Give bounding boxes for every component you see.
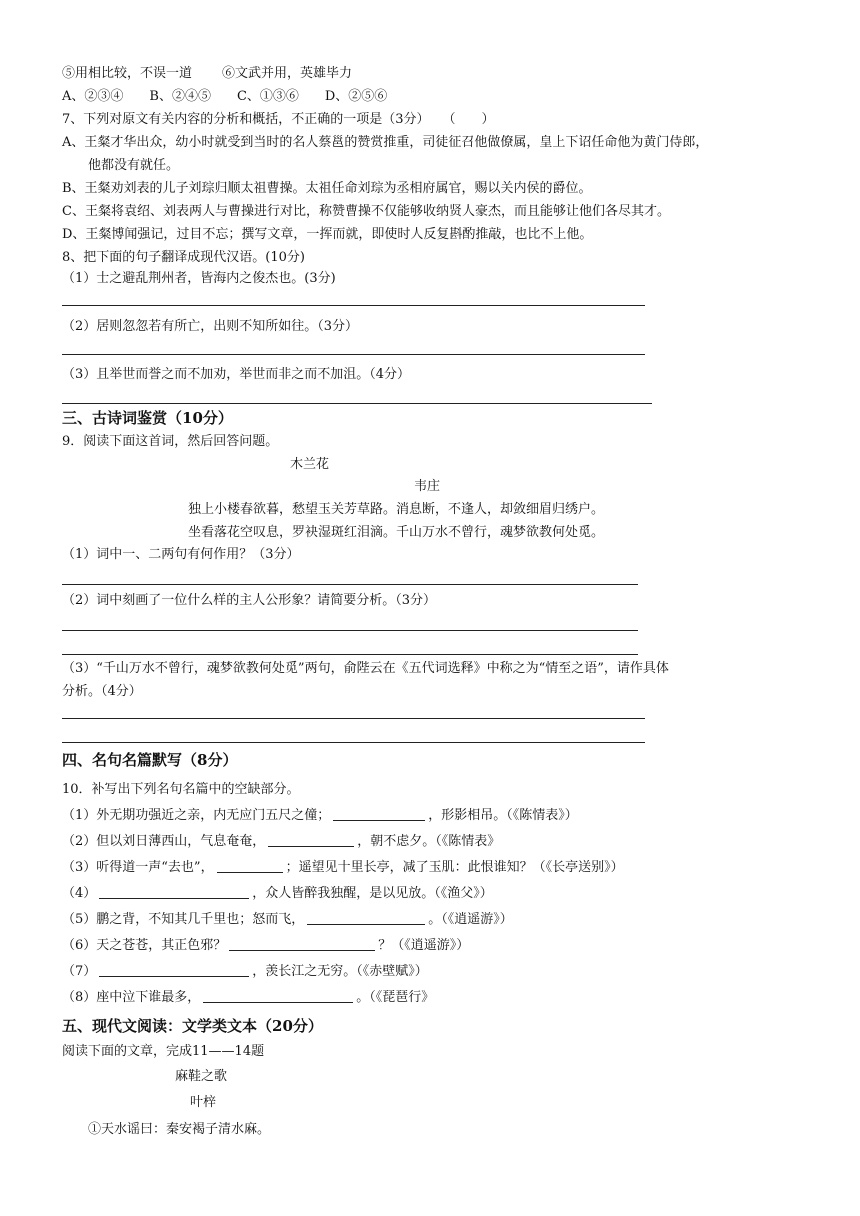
answer-line[interactable] <box>62 742 645 743</box>
reading-intro: 阅读下面的文章，完成11——14题 <box>62 1044 265 1059</box>
q9-part-3-cont: 分析。（4分） <box>62 684 142 699</box>
recitation-item: （1）外无期功强近之亲，内无应门五尺之僮； ，形影相吊。（《陈情表》） <box>62 808 578 823</box>
answer-line[interactable] <box>62 584 638 585</box>
poem-title: 木兰花 <box>290 457 330 472</box>
recitation-item: （4） ，众人皆醉我独醒，是以见放。（《渔父》） <box>62 886 493 901</box>
answer-line[interactable] <box>62 718 645 719</box>
recitation-item: （2）但以刘日薄西山，气息奄奄， ，朝不虑夕。（《陈情表》 <box>62 834 501 849</box>
fill-blank[interactable] <box>99 886 249 899</box>
article-paragraph-1: ①天水谣曰：秦安褐子清水麻。 <box>88 1122 271 1137</box>
q6-choices: A、②③④ B、②④⑤ C、①③⑥ D、②⑤⑥ <box>62 89 388 104</box>
q9-stem: 9．阅读下面这首词，然后回答问题。 <box>62 434 279 449</box>
poem-line-2: 坐看落花空叹息，罗袂湿斑红泪滴。千山万水不曾行，魂梦欲教何处觅。 <box>188 525 605 540</box>
answer-line[interactable] <box>62 354 645 355</box>
q6-option-5: ⑤用相比较，不误一道 <box>62 66 193 81</box>
section-3-title: 三、古诗词鉴赏（10分） <box>62 409 233 427</box>
poem-line-1: 独上小楼春欲暮，愁望玉关芳草路。消息断，不逢人，却敛细眉归绣户。 <box>188 502 605 517</box>
fill-blank[interactable] <box>203 990 353 1003</box>
q8-sentence-2: （2）居则忽忽若有所亡，出则不知所如往。（3分） <box>62 319 359 334</box>
recitation-item: （6）天之苍苍，其正色邪？ ？（《逍遥游》） <box>62 938 470 953</box>
section-5-title: 五、现代文阅读：文学类文本（20分） <box>62 1017 323 1035</box>
q6-option-6: ⑥文武并用，英雄毕力 <box>222 66 353 81</box>
fill-blank[interactable] <box>333 808 425 821</box>
q7-option-a: A、王粲才华出众，幼小时就受到当时的名人蔡邕的赞赏推重，司徒征召他做僚属，皇上下诏任命他为黄门侍郎， <box>62 135 709 150</box>
q8-stem: 8、把下面的句子翻译成现代汉语。(10分) <box>62 250 305 265</box>
section-4-title: 四、名句名篇默写（8分） <box>62 751 238 769</box>
q8-sentence-1: （1）士之避乱荆州者，皆海内之俊杰也。(3分) <box>62 271 336 286</box>
answer-line[interactable] <box>62 305 645 306</box>
recitation-item: （5）鹏之背，不知其几千里也；怒而飞， 。（《逍遥游》） <box>62 912 513 927</box>
fill-blank[interactable] <box>99 964 249 977</box>
answer-line[interactable] <box>62 630 638 631</box>
fill-blank[interactable] <box>268 834 354 847</box>
recitation-item: （3）听得道一声“去也”， ；遥望见十里长亭，减了玉肌：此恨谁知？（《长亭送别》） <box>62 860 624 875</box>
article-author: 叶梓 <box>190 1095 217 1110</box>
answer-line[interactable] <box>62 403 652 404</box>
q7-option-a-cont: 他都没有就任。 <box>88 158 180 173</box>
fill-blank[interactable] <box>217 860 283 873</box>
article-title: 麻鞋之歌 <box>175 1069 228 1084</box>
recitation-item: （7） ，羡长江之无穷。（《赤壁赋》） <box>62 964 428 979</box>
fill-blank[interactable] <box>229 938 375 951</box>
q9-part-3: （3）“千山万水不曾行，魂梦欲教何处觅”两句，俞陛云在《五代词选释》中称之为“情至之语”，请作具体 <box>62 661 669 676</box>
answer-line[interactable] <box>62 654 638 655</box>
q9-part-1: （1）词中一、二两句有何作用？（3分） <box>62 547 300 562</box>
q7-stem: 7、下列对原文有关内容的分析和概括，不正确的一项是（3分） （ ） <box>62 112 495 127</box>
q9-part-2: （2）词中刻画了一位什么样的主人公形象？请简要分析。（3分） <box>62 593 437 608</box>
fill-blank[interactable] <box>307 912 425 925</box>
q8-sentence-3: （3）且举世而誉之而不加劝，举世而非之而不加沮。（4分） <box>62 367 411 382</box>
q7-option-b: B、王粲劝刘表的儿子刘琮归顺太祖曹操。太祖任命刘琮为丞相府属官，赐以关内侯的爵位。 <box>62 181 592 196</box>
recitation-item: （8）座中泣下谁最多， 。（《琵琶行》 <box>62 990 435 1005</box>
q6-options-line <box>62 66 352 82</box>
q7-option-c: C、王粲将袁绍、刘表两人与曹操进行对比，称赞曹操不仅能够收纳贤人豪杰，而且能够让他们各尽其才。 <box>62 204 670 219</box>
poem-author: 韦庄 <box>414 479 441 494</box>
q7-option-d: D、王粲博闻强记，过目不忘；撰写文章，一挥而就，即使时人反复斟酌推敲，也比不上他。 <box>62 227 593 242</box>
q10-stem: 10．补写出下列名句名篇中的空缺部分。 <box>62 782 300 797</box>
